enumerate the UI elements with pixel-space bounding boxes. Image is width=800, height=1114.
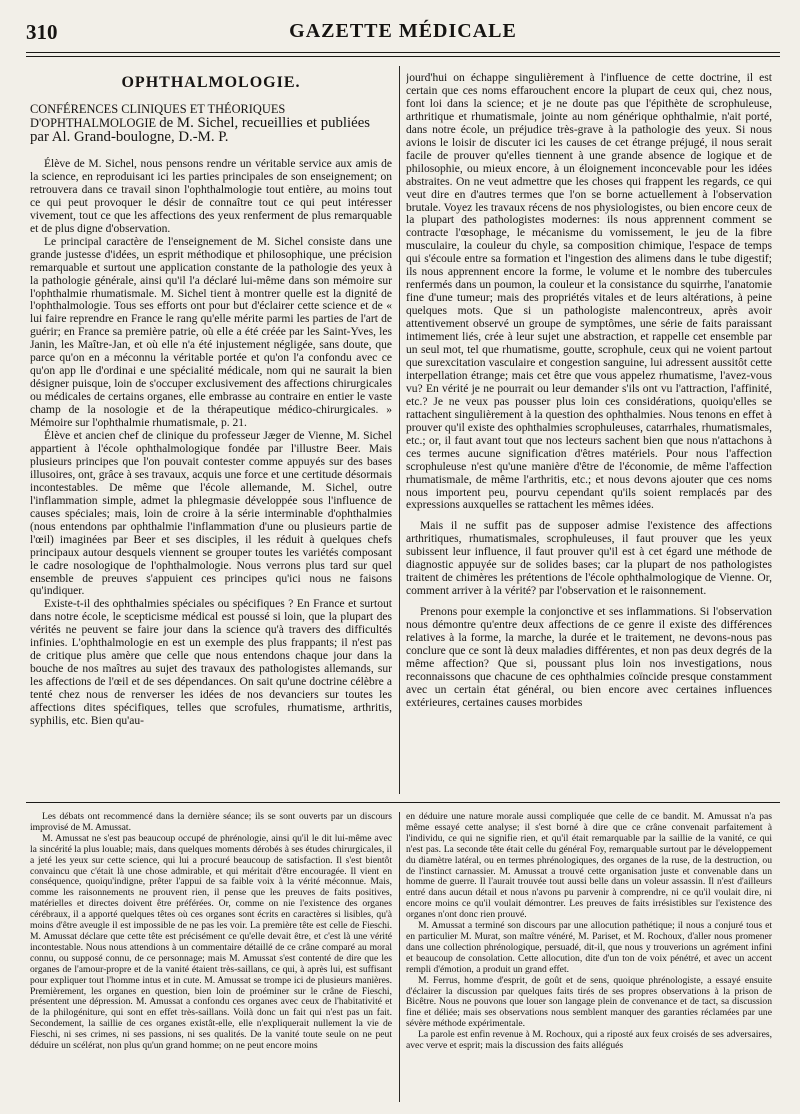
paragraph: Existe-t-il des ophthalmies spéciales ou spécifiques ? En France et surtout dans notre école, le scepticisme médical est poussé si loin, que la plupart des vérités ne peuvent se faire jour dans la science qu'à travers des difficultés infinies. L'ophthalmologie en est un exemple des plus frappants; il n'est pas de critique plus amère que celle que nous entendons chaque jour dans la bouche de nos maîtres au sujet des travaux des pathologistes allemands, sur les affections de l'œil et de ses dépendances. On sait qu'une doctrine célèbre a tenté chez nous de renverser les idées de nos devanciers sur toutes les affections dites spécifiques, telles que scrofules, rhumatisme, arthritis, syphilis, etc. Bien qu'au- (30, 598, 392, 727)
page-header (26, 18, 780, 48)
footnote-paragraph: M. Ferrus, homme d'esprit, de goût et de sens, quoique phrénologiste, a essayé ensuite d'éclairer la discussion par quelques faits tirés de ses propres observations à la prison de Bicêtre. Nous ne pouvons que louer son langage plein de convenance et de tact, sa discussion fine et déliée; mais ses observations nous semblent manquer des garanties réclamées par une sévère méthode expérimentale. (406, 974, 772, 1030)
footnote-paragraph: Les débats ont recommencé dans la dernière séance; ils se sont ouverts par un discours improvisé de M. Amussat. (30, 812, 392, 833)
header-rule (26, 52, 780, 53)
section-title: OPHTHALMOLOGIE. (121, 74, 301, 91)
footnote-right-column (406, 812, 772, 1104)
footnote-rule (26, 802, 780, 803)
article-subtitle (30, 102, 392, 144)
header-rule-thin (26, 56, 780, 57)
paragraph: Mais il ne suffit pas de supposer admise l'existence des affections arthritiques, rhumatismales, scrophuleuses, il faut prouver que les yeux subissent leur influence, il faut prouver qu'il est à cet égard une méthode de diagnostic appuyée sur de solides bases; car la plupart de nos pathologistes traitent de chimères les prétentions de l'école ophthalmologique de Vienne. Or, comment arriver à la vérité? par l'observation et le raisonnement. (406, 520, 772, 598)
footnote-paragraph: M. Amussat ne s'est pas beaucoup occupé de phrénologie, ainsi qu'il le dit lui-même avec la sincérité la plus louable; mais, dans quelques moments dérobés à ses études chirurgicales, il a jeté les yeux sur cette science, qui lui a procuré beaucoup de satisfaction. Il s'est bientôt convaincu que c'était là une chose admirable, et qui méritait d'être encouragée. Il vient en conséquence, quoiqu'indigne, prêter l'appui de sa faible voix à la vérité méconnue. Mais, comme les raisonnements ne prouvent rien, il pense que les preuves de faits positives, matérielles et directes doivent être préférées. Or, comme on nie l'existence des organes cérébraux, il a apporté quelques têtes où ces organes sont écrits en caractères si lisibles, qu'à moins d'être aveugle il est impossible de ne pas les voir. La première tête est celle de Fieschi. M. Amussat déclare que cette tête est précisément ce qu'elle devait être, et c'est là une vérité incontestable. Nous nous attendions à un commentaire détaillé de ce crâne comparé au moral connu, ou supposé connu, de ce personnage; mais M. Amussat s'est contenté de dire que les organes de l'amour-propre et de la vanité étaient très-saillans, ce qui, à après lui, est suffisant pour expliquer tout l'homme intus et in cute. M. Amussat se trompe ici de plusieurs manières. Premièrement, les organes en question, bien loin de proéminer sur le crâne de Fieschi, présentent une dépression. M. Amussat a confondu ces organes avec ceux de l'habitativité et de la philogéniture, qui sont en effet très-saillans. Voilà donc un fait qui n'est pas un fait. Secondement, la saillie de ces organes existât-elle, elle n'expliquerait nullement la vie de Fieschi, ni ses crimes, ni ses passions, ni ses qualités. De la vanité toute seule on ne peut déduire un scélérat, non plus qu'un grand homme; on ne peut encore moins (30, 832, 392, 1052)
footnote-column-divider (399, 812, 400, 1102)
article-right-column (406, 72, 772, 794)
footnote-paragraph: en déduire une nature morale aussi compliquée que celle de ce bandit. M. Amussat n'a pas même essayé cette analyse; il s'est borné à dire que ce crâne convenait parfaitement à l'individu, ce qui ne signifie rien, et qu'il était remarquable par la saillie de la vanité, ce qui n'est pas. La seconde tête était celle du général Foy, remarquable surtout par le développement du diamètre latéral, ou en termes phrénologiques, des organes de la ruse, de la destruction, ou de l'instinct carnassier. M. Amussat a trouvé cette organisation juste et convenable dans un homme de guerre. Il l'aurait trouvée tout aussi belle dans un voleur assassin. Il n'est d'ailleurs entré dans aucun détail et nous n'avons pu parvenir à comprendre, ni ce qu'il voulait dire, ni encore moins ce qu'il voulait démontrer. Les preuves de faits irrésistibles sur l'existence des organes n'ont donc rien prouvé. (406, 812, 772, 921)
paragraph: jourd'hui on échappe singulièrement à l'influence de cette doctrine, il est certain que ces noms effarouchent encore la plupart de ceux qui, chez nous, font loi dans la science; et je ne doute pas que l'épithète de scrophuleuse, arthritique et rhumatismale, jointe au nom générique ophthalmie, n'ait porté, dans notre école, un préjudice très-grave à la pathologie des yeux. Si nous avions le loisir de discuter ici les causes de cet étrange préjugé, il nous serait facile de prouver qu'elles tiennent à une grande absence de logique et de philosophie, ou mieux encore, à un éloignement inconcevable pour les idées abstraites. On ne veut admettre que les choses qui frappent les regards, ce qui veut dire en d'autres termes que l'on se borne actuellement à l'observation brutale. Voyez les travaux récens de nos physiologistes, ou bien encore ceux de la plupart des pathologistes modernes: ils nous apprennent comment se contracte l'œsophage, le mécanisme du vomissement, le jeu de la fibre musculaire, la couleur du chyle, sa composition chimique, l'espace de temps qui s'écoule entre sa formation et l'ingestion des alimens dans le tube digestif; ils nous apprennent encore la forme, le volume et le nombre des tubercules renfermés dans un poumon, la couleur et la consistance du squirrhe, l'anatomie fine d'une tumeur; mais des propriétés vitales et de leurs altérations, à peine quelques mots. Que si un pathologiste malencontreux, après avoir attentivement observé un groupe de symptômes, une série de faits paraissant intimement liés, crée à leur sujet une abstraction, et rappelle cet ensemble par un seul mot, tel que rhumatisme, goutte, scrophule, ceux qui ne voient partout que surexcitation vasculaire et congestion sanguine, lui adressent aussitôt cette interpellation étrange; mais cet être que vous appelez rhumatisme, l'avez-vous vu? En vérité je ne pourrait ou leur demander s'ils ont vu l'attraction, l'affinité, etc.? Je ne veux pas pousser plus loin ces considérations, quoiqu'elles se rattachent singulièrement à la question des ophthalmies. Nous tenons en effet à prouver qu'il existe des ophthalmies scrophuleuses, catarrhales, rhumatismales, etc.; or, il faut avant tout que nos lecteurs sachent bien que nous n'attachons à ces termes aucune signification d'êtres matériels. Pour nous l'affection scrophuleuse n'est qu'une manière d'être de l'économie, de même l'affection rhumatismale, de même l'arthritis, etc.; et nous devons ajouter que ces noms nous importent peu, pourvu cependant qu'ils soient remplacés par des expressions auxquelles se rattachent les mêmes idées. (406, 72, 772, 512)
paragraph: Prenons pour exemple la conjonctive et ses inflammations. Si l'observation nous démontre qu'entre deux affections de ce genre il existe des différences relatives à la forme, la marche, la durée et le traitement, ne devons-nous pas conclure que ce sont là deux maladies différentes, et non pas deux degrés de la même affection? Que si, poussant plus loin nos investigations, nous reconnaissons que chacune de ces ophthalmies coïncide presque constamment avec un certain état général, ou bien encore avec certaines influences extérieures, certaines causes morbides (406, 606, 772, 709)
subtitle-small: CONFÉRENCES CLINIQUES ET THÉORIQUES D'OPHTHALMOLOGIE (30, 102, 286, 130)
journal-title: GAZETTE MÉDICALE (289, 20, 517, 42)
paragraph: Élève de M. Sichel, nous pensons rendre un véritable service aux amis de la science, en reproduisant ici les parties principales de son enseignement; on retrouvera dans ce travail sinon l'ophthalmologie tout entière, au moins tout ce qui peut provoquer le désir de connaître tout ce qui peut intéresser vivement, tout ce que les affections des yeux renferment de plus remarquable et de plus digne d'observation. (30, 158, 392, 235)
paragraph: Élève et ancien chef de clinique du professeur Jæger de Vienne, M. Sichel appartient à l'école ophthalmologique fondée par l'illustre Beer. Mais plusieurs principes que l'on pouvait contester comme appuyés sur des bases illusoires, ont, grâce à ses travaux, acquis une force et une certitude désormais incontestables. De même que l'école allemande, M. Sichel, outre l'inflammation simple, admet la phlegmasie développée sous l'influence de causes spéciales; mais, loin de croire à la série interminable d'ophthalmies (nous entendons par ophthalmie l'inflammation d'une ou plusieurs partie de l'œil) imaginées par Beer et ses disciples, il les réduit à quelques chefs principaux autour desquels viennent se grouper toutes les variétés composant le cadre nosologique de l'ophthalmologie. Nous verrons plus tard sur quel ensemble de preuves s'appuient ces principes qu'ici nous ne faisons qu'indiquer. (30, 430, 392, 598)
page-number: 310 (26, 20, 58, 44)
column-divider (399, 66, 400, 794)
footnote-paragraph: M. Amussat a terminé son discours par une allocution pathétique; il nous a conjuré tous et en particulier M. Murat, son maître vénéré, M. Pariset, et M. Rochoux, d'aller nous promener dans une collection phrénologique, persuadé, dit-il, que nous y trouverions un agrément infini et beaucoup de consolation. Cette allocution, dite d'un ton de voix pénétré, et avec un accent rempli d'émotion, a produit un grand effet. (406, 920, 772, 975)
footnote-left-column (30, 812, 392, 1104)
footnote-paragraph: La parole est enfin revenue à M. Rochoux, qui a riposté aux feux croisés de ses adversaires, avec verve et esprit; mais la discussion des faits allégués (406, 1029, 772, 1052)
article-left-column (30, 72, 392, 794)
subtitle-large: de M. Sichel, recueillies et publiées par Al. Grand-boulogne, D.-M. P. (30, 115, 371, 145)
paragraph: Le principal caractère de l'enseignement de M. Sichel consiste dans une grande justesse d'idées, un esprit méthodique et philosophique, une précision remarquable et surtout une application constante de la pathologie des yeux à la pathologie générale, ainsi qu'il l'a déclaré lui-même dans son mémoire sur l'ophthalmie rhumatismale. M. Sichel tient à montrer quelle est la dignité de l'ophthalmologie. Tous ses efforts ont pour but d'éclairer cette science et de « lui faire reprendre en France le rang qu'elle mérite parmi les parties de l'art de guérir; en France sa première patrie, où elle a été créée par les Saint-Yves, les Janin, les Maître-Jan, et où elle n'a été injustement négligée, sans doute, que parce qu'on en a méconnu la véritable portée et qu'on l'a confondu avec ce qu'on app lle d'ordinai e une spécialité médicale, nom qui ne saurait la bien désigner puisque, loin de s'occuper exclusivement des affections chirurgicales ou médicales de certains organes, elle embrasse au contraire en entier le vaste champ de la nosologie et de la thérapeutique médico-chirurgicales. » Mémoire sur l'ophthalmie rhumatismale, p. 21. (30, 235, 392, 430)
